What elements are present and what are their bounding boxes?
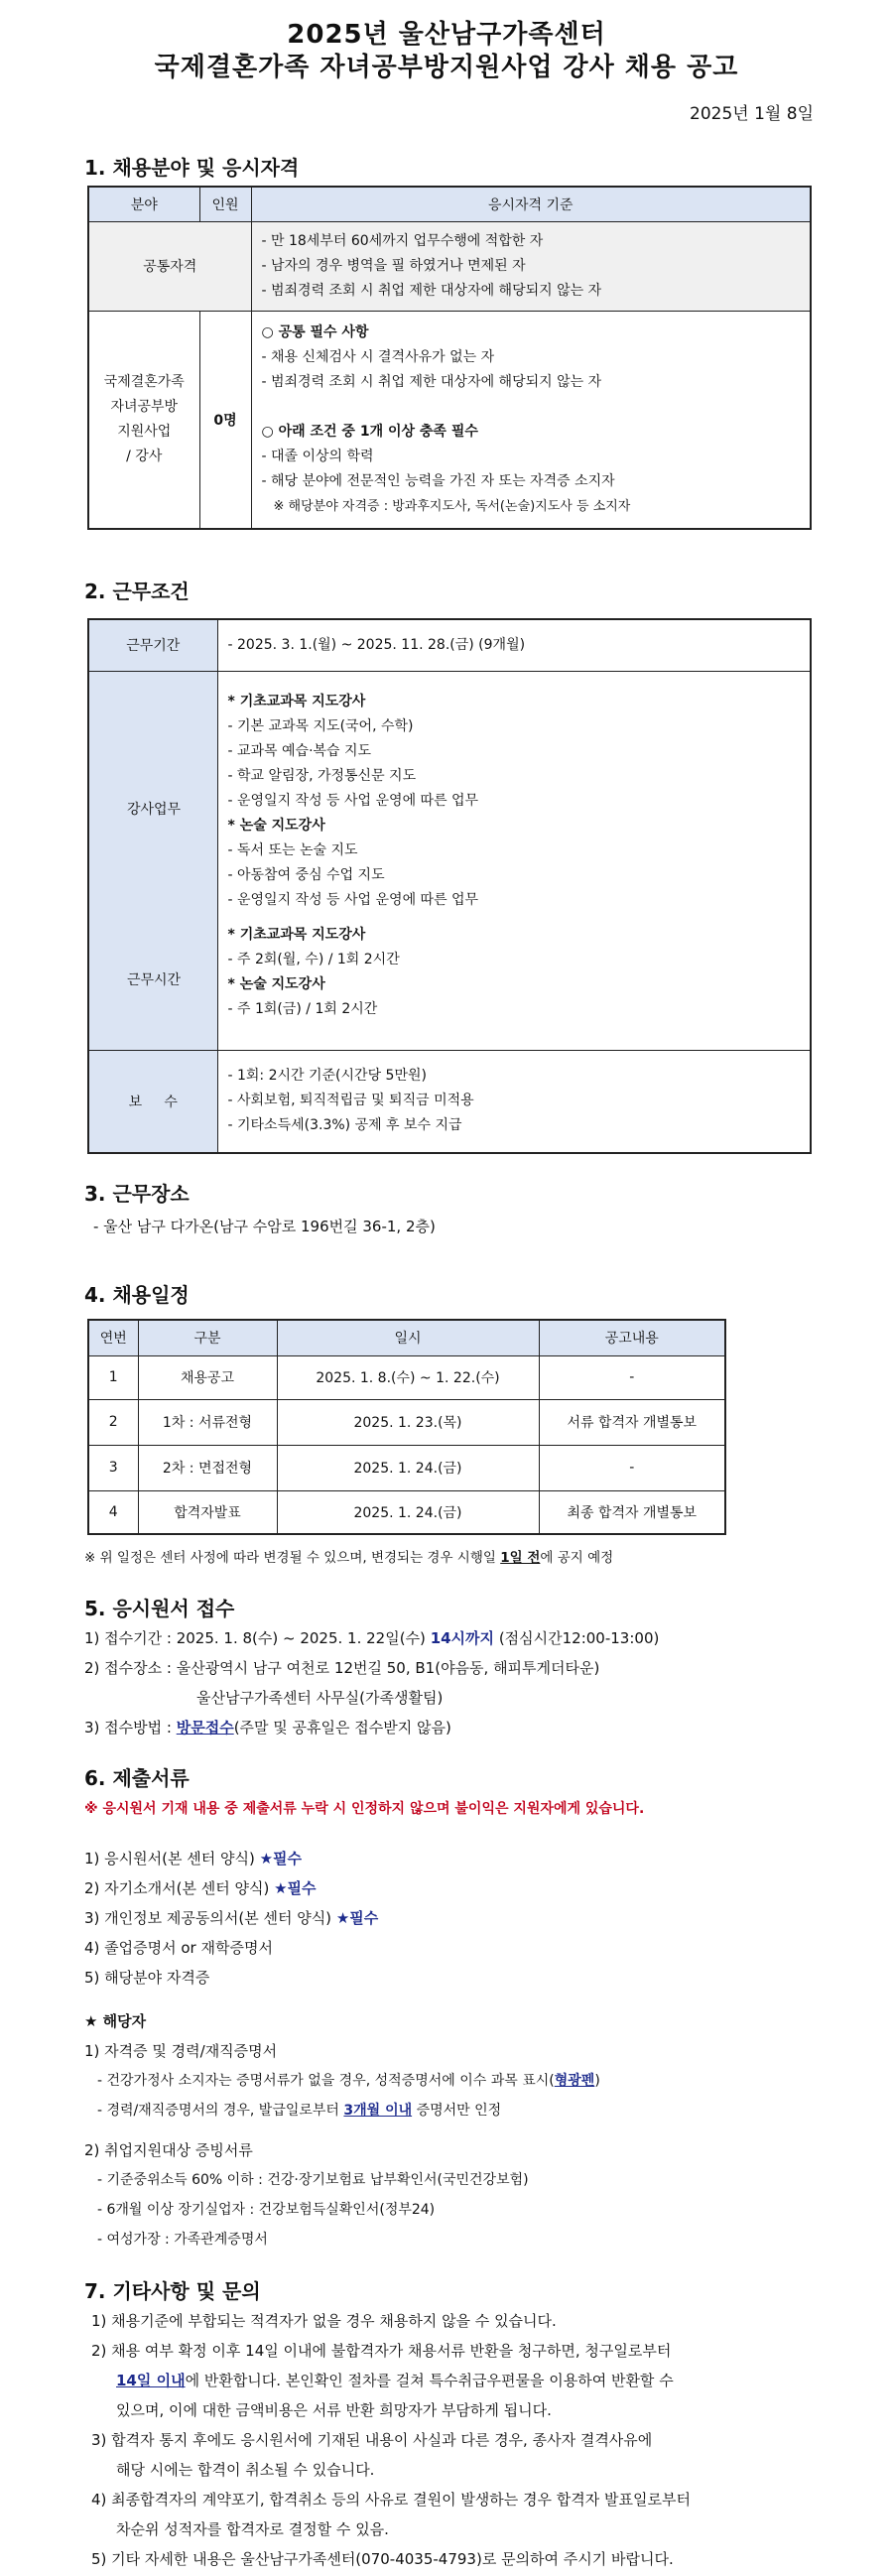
optional-item: - 해당 분야에 전문적인 능력을 가진 자 또는 자격증 소지자 <box>261 472 615 489</box>
cell: 1차 : 서류전형 <box>138 1399 277 1445</box>
cell: - <box>539 1355 725 1399</box>
doc-text: 2) 자기소개서(본 센터 양식) <box>84 1879 270 1897</box>
table-row <box>88 1355 725 1399</box>
notice-item-cont: 차순위 성적자를 합격자로 결정할 수 있음. <box>116 2520 389 2538</box>
duty-item: - 운영일지 작성 등 사업 운영에 따른 업무 <box>227 891 479 908</box>
optional-item: - 대졸 이상의 학력 <box>261 448 374 464</box>
hours-label: 근무시간 <box>126 971 182 988</box>
duty-hours-content <box>217 671 811 1050</box>
table-row <box>88 1445 725 1490</box>
common-qual-label: 공통자격 <box>88 221 251 311</box>
target-subitem <box>97 2066 600 2096</box>
period-emphasis: 3개월 이내 <box>343 2103 413 2119</box>
col-count: 인원 <box>199 187 251 221</box>
note-emphasis: 1일 전 <box>500 1550 541 1566</box>
doc-item <box>84 1844 302 1873</box>
doc-item: 4) 졸업증명서 or 재학증명서 <box>84 1939 273 1957</box>
required-item: - 채용 신체검사 시 결격사유가 없는 자 <box>261 348 495 365</box>
pay-content <box>217 1050 811 1153</box>
notice-item-cont: 있으며, 이에 대한 금액비용은 서류 반환 희망자가 부담하게 됩니다. <box>116 2401 552 2419</box>
line-text: 1) 접수기간 : 2025. 1. 8(수) ~ 2025. 1. 22일(수) <box>84 1629 431 1647</box>
period-label: 근무기간 <box>88 619 217 671</box>
cell: 2025. 1. 24.(금) <box>277 1445 539 1490</box>
section-7-title: 7. 기타사항 및 문의 <box>84 2279 261 2303</box>
schedule-table <box>87 1319 726 1535</box>
doc-item: 5) 해당분야 자격증 <box>84 1969 210 1987</box>
section-3-title: 3. 근무장소 <box>84 1182 190 1206</box>
cell: 1 <box>88 1355 138 1399</box>
title-line-1: 2025년 울산남구가족센터 <box>287 20 606 50</box>
duty-item: - 교과목 예습·복습 지도 <box>227 742 372 759</box>
apply-period <box>84 1623 659 1653</box>
common-qual-item: - 만 18세부터 60세까지 업무수행에 적합한 자 <box>261 232 544 249</box>
doc-text: 1) 응시원서(본 센터 양식) <box>84 1850 255 1868</box>
cell: 2차 : 면접전형 <box>138 1445 277 1490</box>
method-emphasis: 방문접수 <box>176 1719 234 1737</box>
title-line-2: 국제결혼가족 자녀공부방지원사업 강사 채용 공고 <box>154 53 739 82</box>
notice-item: 4) 최종합격자의 계약포기, 합격취소 등의 사유로 결원이 발생하는 경우 합격자 발표일로부터 <box>91 2491 691 2509</box>
notice-item: 3) 합격자 통지 후에도 응시원서에 기재된 내용이 사실과 다른 경우, 종사자 결격사유에 <box>91 2431 653 2449</box>
duty-heading: * 기초교과목 지도강사 <box>227 693 366 709</box>
target-subitem: - 여성가장 : 가족관계증명서 <box>97 2232 268 2248</box>
notice-item: 2) 채용 여부 확정 이후 14일 이내에 불합격자가 채용서류 반환을 청구하면, 청구일로부터 <box>91 2342 672 2360</box>
note-text: 에 공지 예정 <box>540 1550 614 1566</box>
target-item: 1) 자격증 및 경력/재직증명서 <box>84 2042 278 2060</box>
cell: 4 <box>88 1490 138 1534</box>
apply-method <box>84 1713 451 1742</box>
field-criteria <box>251 311 811 529</box>
col-no: 연번 <box>88 1320 138 1355</box>
pay-item: - 사회보험, 퇴직적립금 및 퇴직금 미적용 <box>227 1093 474 1109</box>
target-subitem: - 6개월 이상 장기실업자 : 건강보험득실확인서(정부24) <box>97 2202 436 2218</box>
duty-item: - 기본 교과목 지도(국어, 수학) <box>227 717 414 734</box>
target-heading: ★ 해당자 <box>84 2012 147 2030</box>
cell: 2 <box>88 1399 138 1445</box>
cell: 채용공고 <box>138 1355 277 1399</box>
pay-item: - 기타소득세(3.3%) 공제 후 보수 지급 <box>227 1117 462 1134</box>
notice-item: 1) 채용기준에 부합되는 적격자가 없을 경우 채용하지 않을 수 있습니다. <box>91 2312 557 2330</box>
required-badge: ★필수 <box>274 1879 317 1897</box>
doc-item <box>84 1873 317 1903</box>
highlighter-emphasis: 형광펜 <box>554 2073 595 2089</box>
col-date: 일시 <box>277 1320 539 1355</box>
section-2-title: 2. 근무조건 <box>84 580 190 603</box>
duty-hours-label-cell <box>88 671 217 1050</box>
cell: 합격자발표 <box>138 1490 277 1534</box>
section-1-title: 1. 채용분야 및 응시자격 <box>84 156 300 180</box>
announcement-date: 2025년 1월 8일 <box>690 104 814 124</box>
pay-item: - 1회: 2시간 기준(시간당 5만원) <box>227 1068 427 1085</box>
required-item: - 범죄경력 조회 시 취업 제한 대상자에 해당되지 않는 자 <box>261 373 602 390</box>
duty-item: - 아동참여 중심 수업 지도 <box>227 866 385 883</box>
line-text: 3) 접수방법 : <box>84 1719 177 1737</box>
submission-warning: ※ 응시원서 기재 내용 중 제출서류 누락 시 인정하지 않으며 불이익은 지원자에게 있습니다. <box>84 1801 645 1817</box>
target-subitem: - 기준중위소득 60% 이하 : 건강·장기보험료 납부확인서(국민건강보험) <box>97 2172 529 2188</box>
duty-heading: * 논술 지도강사 <box>227 817 325 834</box>
cell: 2025. 1. 24.(금) <box>277 1490 539 1534</box>
schedule-note <box>84 1543 613 1573</box>
hours-heading: * 기초교과목 지도강사 <box>227 926 366 943</box>
duty-item: - 운영일지 작성 등 사업 운영에 따른 업무 <box>227 792 479 809</box>
line-text: (점심시간12:00-13:00) <box>494 1629 660 1647</box>
target-item: 2) 취업지원대상 증빙서류 <box>84 2141 253 2159</box>
period-value: - 2025. 3. 1.(월) ~ 2025. 11. 28.(금) (9개월) <box>217 619 811 671</box>
line-text: - 건강가정사 소지자는 증명서류가 없을 경우, 성적증명서에 이수 과목 표시( <box>97 2073 555 2089</box>
license-note: ※ 해당분야 자격증 : 방과후지도사, 독서(논술)지도사 등 소지자 <box>273 498 631 514</box>
line-text: ) <box>594 2073 600 2089</box>
cell: 최종 합격자 개별통보 <box>539 1490 725 1534</box>
common-qual-item: - 남자의 경우 병역을 필 하였거나 면제된 자 <box>261 257 526 274</box>
field-line: 자녀공부방 <box>110 398 179 415</box>
section-4-title: 4. 채용일정 <box>84 1283 190 1307</box>
field-line: / 강사 <box>126 448 163 464</box>
col-criteria: 응시자격 기준 <box>251 187 811 221</box>
work-conditions-table <box>87 618 812 1154</box>
field-line: 국제결혼가족 <box>103 373 185 390</box>
cell: 2025. 1. 8.(수) ~ 1. 22.(수) <box>277 1355 539 1399</box>
notice-item-cont <box>116 2366 674 2395</box>
line-text: 증명서만 인정 <box>412 2103 502 2119</box>
doc-item <box>84 1903 378 1933</box>
notice-item-cont: 해당 시에는 합격이 취소될 수 있습니다. <box>116 2461 375 2479</box>
headcount: 0명 <box>199 311 251 529</box>
col-category: 구분 <box>138 1320 277 1355</box>
duty-label: 강사업무 <box>126 801 182 818</box>
work-place: - 울산 남구 다가온(남구 수암로 196번길 36-1, 2층) <box>93 1218 436 1235</box>
pay-label: 보 수 <box>88 1050 217 1153</box>
optional-heading: ○ 아래 조건 중 1개 이상 충족 필수 <box>261 423 478 440</box>
target-subitem <box>97 2096 501 2125</box>
table-row <box>88 1399 725 1445</box>
duty-item: - 학교 알림장, 가정통신문 지도 <box>227 767 417 784</box>
cell: 3 <box>88 1445 138 1490</box>
apply-place-office: 울산남구가족센터 사무실(가족생활팀) <box>196 1689 444 1707</box>
col-field: 분야 <box>88 187 199 221</box>
apply-place: 2) 접수장소 : 울산광역시 남구 여천로 12번길 50, B1(야음동, 해피투게더타운) <box>84 1659 600 1677</box>
section-6-title: 6. 제출서류 <box>84 1766 190 1790</box>
required-badge: ★필수 <box>335 1909 379 1927</box>
hours-item: - 주 1회(금) / 1회 2시간 <box>227 1000 378 1017</box>
section-5-title: 5. 응시원서 접수 <box>84 1597 235 1620</box>
duty-item: - 독서 또는 논술 지도 <box>227 841 358 858</box>
cell: - <box>539 1445 725 1490</box>
line-text: (주말 및 공휴일은 접수받지 않음) <box>233 1719 451 1737</box>
deadline-emphasis: 14시까지 <box>430 1629 495 1647</box>
line-text: - 경력/재직증명서의 경우, 발급일로부터 <box>97 2103 344 2119</box>
doc-text: 3) 개인정보 제공동의서(본 센터 양식) <box>84 1909 332 1927</box>
return-period-emphasis: 14일 이내 <box>116 2372 186 2389</box>
cell: 서류 합격자 개별통보 <box>539 1399 725 1445</box>
notice-item: 5) 기타 자세한 내용은 울산남구가족센터(070-4035-4793)로 문의하여 주시기 바랍니다. <box>91 2550 674 2568</box>
required-heading: ○ 공통 필수 사항 <box>261 323 369 340</box>
field-line: 지원사업 <box>117 423 172 440</box>
col-notice: 공고내용 <box>539 1320 725 1355</box>
cell: 2025. 1. 23.(목) <box>277 1399 539 1445</box>
table-row <box>88 1490 725 1534</box>
note-text: ※ 위 일정은 센터 사정에 따라 변경될 수 있으며, 변경되는 경우 시행일 <box>84 1550 501 1566</box>
hours-heading: * 논술 지도강사 <box>227 975 325 992</box>
common-qual-item: - 범죄경력 조회 시 취업 제한 대상자에 해당되지 않는 자 <box>261 282 602 299</box>
required-badge: ★필수 <box>259 1850 303 1868</box>
line-text: 에 반환합니다. 본인확인 절차를 걸쳐 특수취급우편물을 이용하여 반환할 수 <box>185 2372 674 2389</box>
common-qual-list <box>251 221 811 311</box>
hours-item: - 주 2회(월, 수) / 1회 2시간 <box>227 951 400 967</box>
field-name <box>88 311 199 529</box>
eligibility-table <box>87 186 812 530</box>
